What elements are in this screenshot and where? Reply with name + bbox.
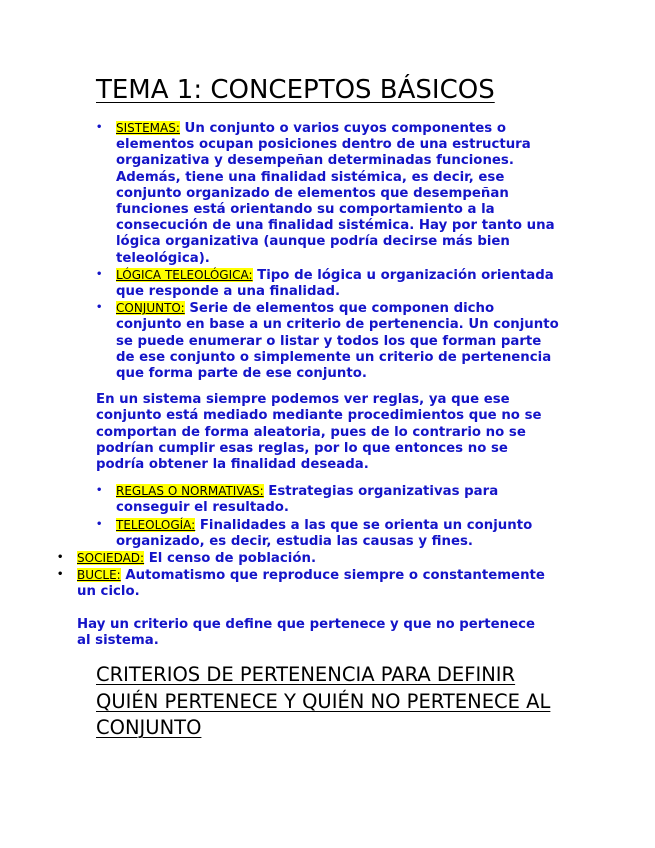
highlighted-term: SOCIEDAD: [77,551,145,566]
highlighted-term: REGLAS O NORMATIVAS: [116,484,264,499]
list-item-sociedad [57,550,563,567]
rules-list [0,483,655,550]
bullet-icon: • [96,302,103,314]
highlighted-term: BUCLE: [77,568,121,583]
section-heading: CRITERIOS DE PERTENENCIA PARA DEFINIR QUIÉN PERTENECE Y QUIÉN NO PERTENECE AL CONJUNTO [96,663,551,739]
list-item-sistemas [96,120,564,267]
definition-text: Tipo de lógica u organización orientada que responde a una finalidad. [116,267,554,300]
paragraph-reglas: En un sistema siempre podemos ver reglas, ya que ese conjunto está mediado mediante procedimientos que no se comportan de forma aleatoria, pues de lo contrario no se podrían cumplir esas reglas, por lo que entonces no se podría obtener la finalidad deseada. [96,392,542,473]
definition-text: Finalidades a las que se orienta un conjunto organizado, es decir, estudia las causas y fines. [116,517,533,549]
highlighted-term: SISTEMAS: [116,121,180,135]
list-item-reglas [96,483,564,516]
highlighted-term: CONJUNTO: [116,301,185,316]
list-item-teleologia [96,517,564,550]
document-body [0,120,655,649]
bullet-icon: • [96,485,103,497]
concepts-list [0,120,655,382]
list-item-bucle [57,567,563,600]
definition-text: El censo de población. [144,551,316,567]
bullet-icon: • [96,268,103,280]
bullet-icon: • [96,518,103,530]
bullet-icon: • [96,122,103,133]
definition-text: Estrategias organizativas para conseguir el resultado. [116,484,499,516]
definition-text: Un conjunto o varios cuyos componentes o elementos ocupan posiciones dentro de una estructura organizativa y desempeñan determinadas funciones. Además, tiene una finalidad sistémica, es decir, ese conjunto organizado de elementos que desempeñan funciones está orientando su comportamiento a la consecución de una finalidad sistémica. Hay por tanto una lógica organizativa (aunque podría decirse más bien teleológica). [116,121,555,266]
list-item-logica-teleologica [96,267,564,300]
definition-text: Automatismo que reproduce siempre o constantemente un ciclo. [77,568,545,600]
outer-list [0,550,655,601]
bullet-icon: • [57,569,64,581]
bullet-icon: • [57,552,64,564]
page-title: TEMA 1: CONCEPTOS BÁSICOS [96,75,495,105]
definition-text: Serie de elementos que componen dicho conjunto en base a un criterio de pertenencia. Un conjunto se puede enumerar o listar y todos los que forman parte de ese conjunto o simplemente un criterio de pertenencia que forma parte de ese conjunto. [116,301,559,382]
highlighted-term: LÓGICA TELEOLÓGICA: [116,267,253,282]
highlighted-term: TELEOLOGÍA: [116,517,196,532]
list-item-conjunto [96,300,564,382]
paragraph-criterio: Hay un criterio que define que pertenece y que no pertenece al sistema. [77,616,536,648]
